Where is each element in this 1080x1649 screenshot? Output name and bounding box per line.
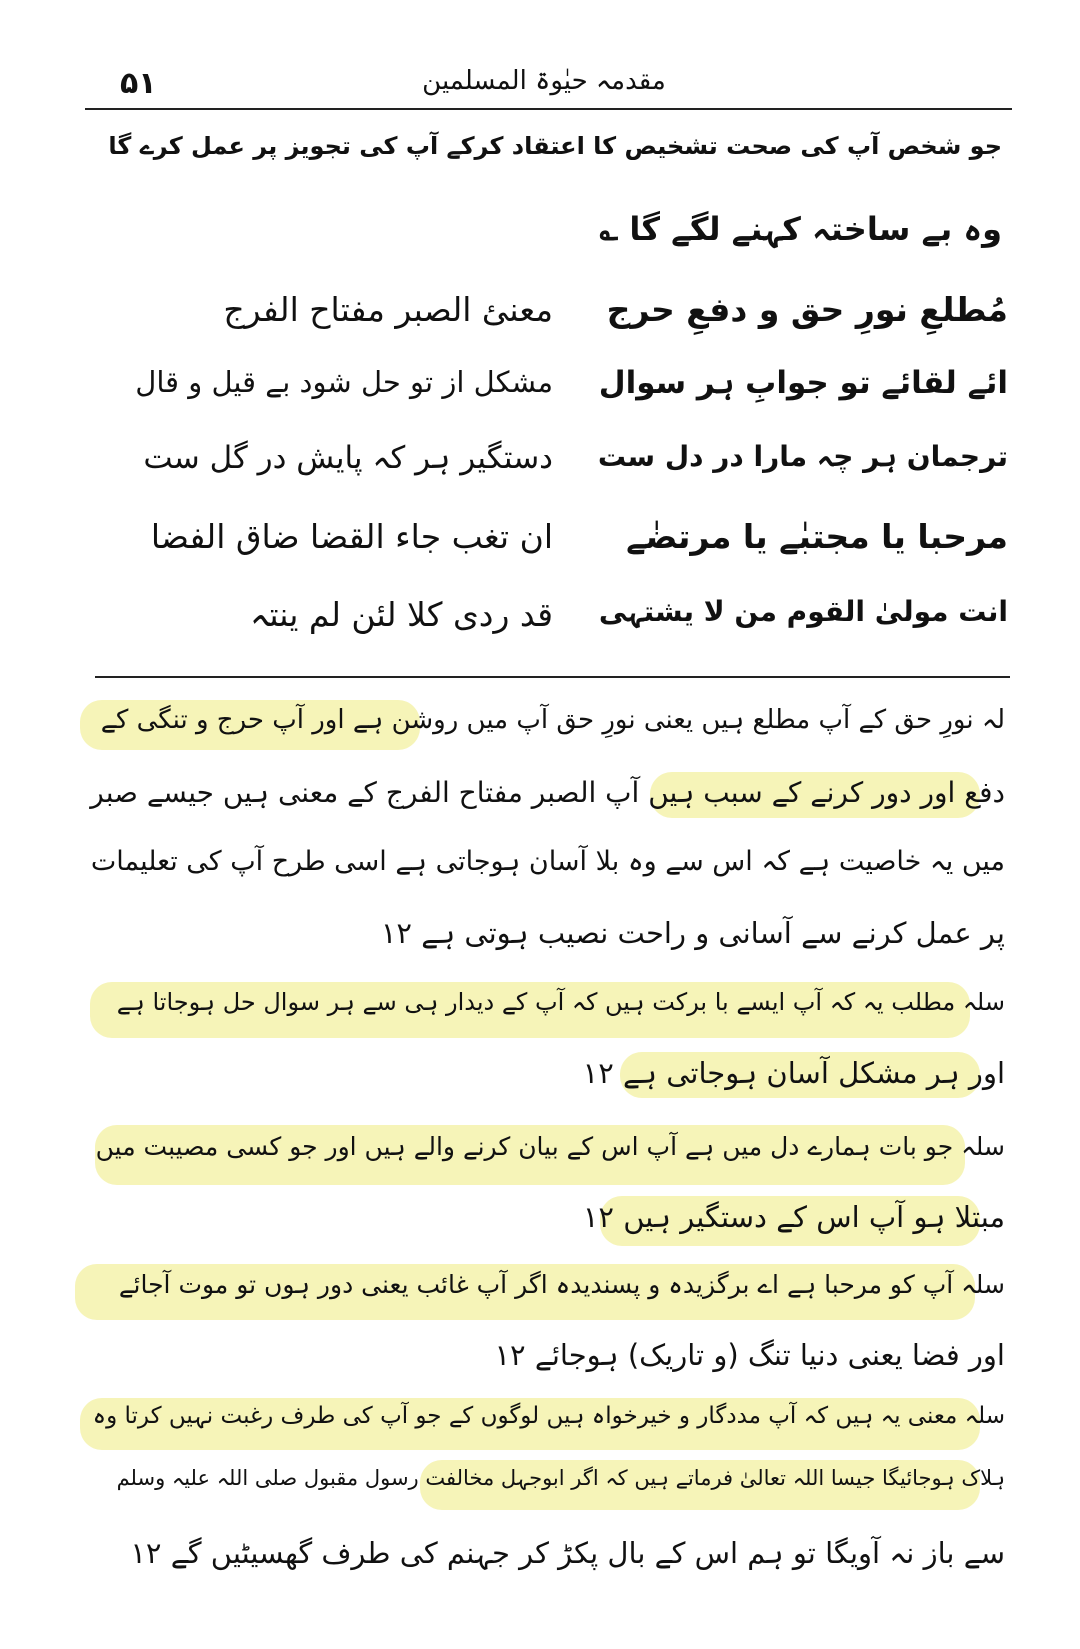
verse-first-hemistich: ترجمان ہر چہ مارا در دل ست xyxy=(597,440,1008,473)
verse-second-hemistich: مشکل از تو حل شود بے قیل و قال xyxy=(135,365,553,399)
verse-row xyxy=(120,440,1008,500)
footnote-line: سلہ مطلب یہ کہ آپ ایسے با برکت ہیں کہ آپ کے دیدار ہی سے ہر سوال حل ہوجاتا ہے xyxy=(116,988,1005,1016)
verse-first-hemistich: مُطلعِ نورِ حق و دفعِ حرج xyxy=(606,290,1008,329)
verse-second-hemistich: قد ردی کلا لئن لم ینتہ xyxy=(250,595,553,634)
page-header xyxy=(78,62,1010,110)
verse-first-hemistich: مرحبا یا مجتبٰے یا مرتضٰے xyxy=(626,517,1008,556)
header-rule xyxy=(85,108,1012,110)
verse-second-hemistich: دستگیر ہر کہ پایش در گل ست xyxy=(143,440,553,476)
verse-row xyxy=(120,365,1008,425)
verse-first-hemistich: ائے لقائے تو جوابِ ہر سوال xyxy=(598,365,1008,401)
verse-second-hemistich: ان تغب جاء القضا ضاق الفضا xyxy=(150,517,553,556)
footnote-line: میں یہ خاصیت ہے کہ اس سے وہ بلا آسان ہوجاتی ہے اسی طرح آپ کی تعلیمات xyxy=(90,846,1005,877)
footnote-line: سلہ معنی یہ ہیں کہ آپ مددگار و خیرخواہ ہیں لوگوں کے جو آپ کی طرف رغبت نہیں کرتا وہ xyxy=(92,1403,1005,1429)
footnote-line: مبتلا ہو آپ اس کے دستگیر ہیں ۱۲ xyxy=(582,1200,1005,1234)
verse-row xyxy=(120,595,1008,655)
footnote-separator xyxy=(95,676,1010,678)
verse-second-hemistich: معنئ الصبر مفتاح الفرج xyxy=(223,290,553,329)
footnote-line: ہلاک ہوجائیگا جیسا اللہ تعالیٰ فرماتے ہیں کہ اگر ابوجہل مخالفت رسول مقبول صلی اللہ علیہ وسلم xyxy=(116,1466,1005,1490)
footnote-line: لہ نورِ حق کے آپ مطلع ہیں یعنی نورِ حق آپ میں روشن ہے اور آپ حرج و تنگی کے xyxy=(100,705,1005,735)
verse-row xyxy=(120,517,1008,577)
verse-row xyxy=(120,290,1008,350)
intro-line-1: جو شخص آپ کی صحت تشخیص کا اعتقاد کرکے آپ کی تجویز پر عمل کرے گا xyxy=(108,132,1002,160)
footnote-line: اور ہر مشکل آسان ہوجاتی ہے ۱۲ xyxy=(582,1056,1005,1090)
footnote-line: دفع اور دور کرنے کے سبب ہیں آپ الصبر مفتاح الفرج کے معنی ہیں جیسے صبر xyxy=(90,776,1005,809)
running-title: مقدمہ حیٰوۃ المسلمین xyxy=(422,66,666,96)
footnote-line: سلہ جو بات ہمارے دل میں ہے آپ اس کے بیان کرنے والے ہیں اور جو کسی مصیبت میں xyxy=(95,1132,1005,1161)
footnote-line: سے باز نہ آویگا تو ہم اس کے بال پکڑ کر جہنم کی طرف گھسیٹیں گے ۱۲ xyxy=(130,1536,1005,1570)
page-number: ۵۱ xyxy=(120,66,157,101)
footnote-line: پر عمل کرنے سے آسانی و راحت نصیب ہوتی ہے ۱۲ xyxy=(380,916,1005,950)
verse-first-hemistich: انت مولیٰ القوم من لا یشتہی xyxy=(598,595,1008,628)
intro-line-2: وہ بے ساختہ کہنے لگے گا ؎ xyxy=(599,210,1002,248)
footnote-line: اور فضا یعنی دنیا تنگ (و تاریک) ہوجائے ۱۲ xyxy=(494,1338,1005,1372)
footnote-line: سلہ آپ کو مرحبا ہے اے برگزیدہ و پسندیدہ اگر آپ غائب یعنی دور ہوں تو موت آجائے xyxy=(118,1270,1005,1299)
